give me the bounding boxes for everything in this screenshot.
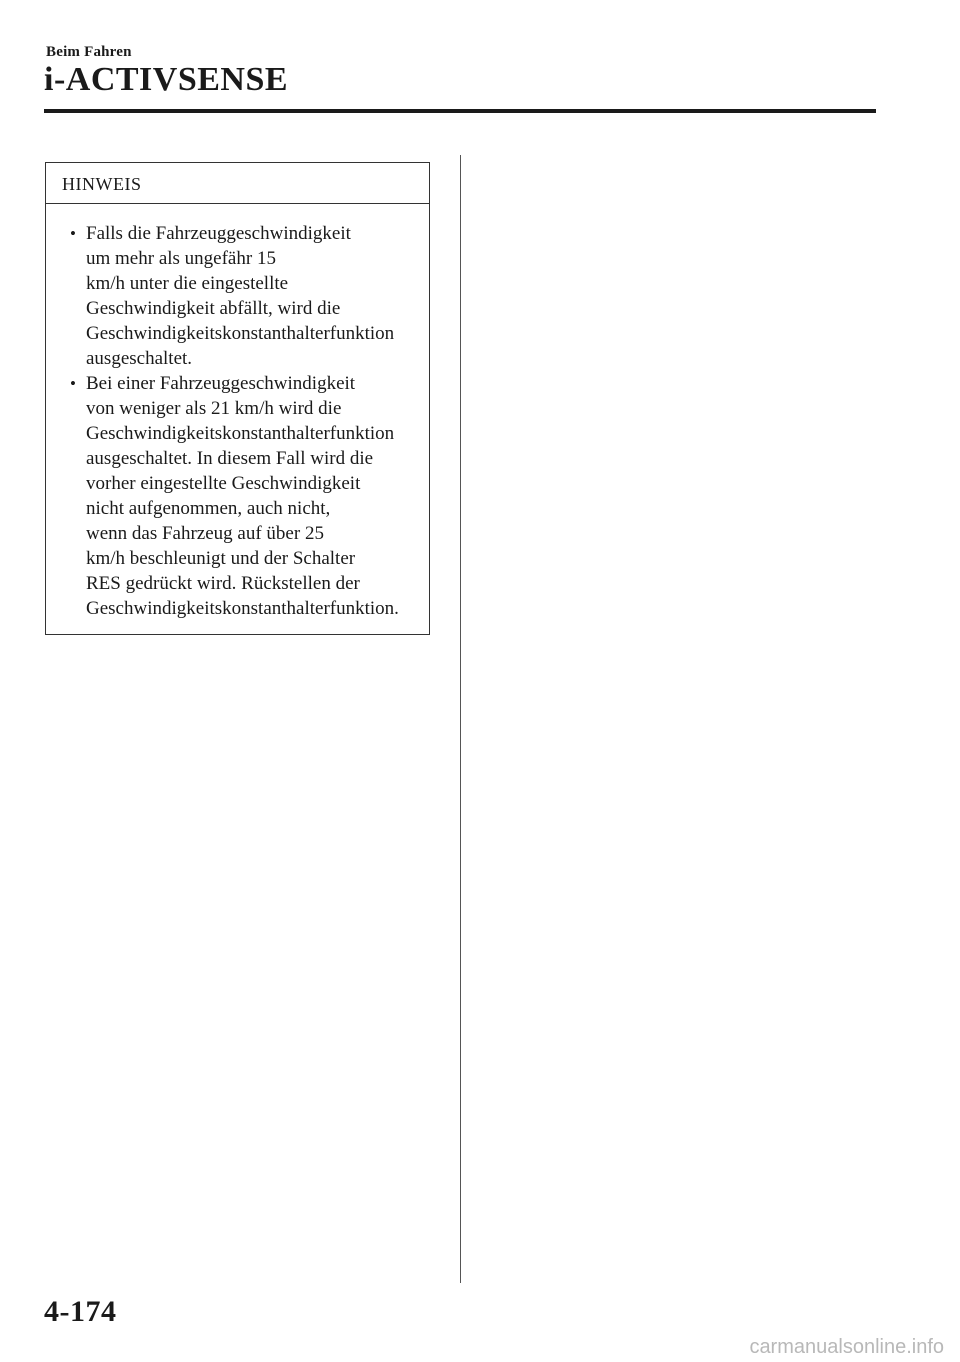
column-divider	[460, 155, 461, 1283]
chapter-title: i-ACTIVSENSE	[44, 61, 289, 98]
list-item-text: Bei einer Fahrzeuggeschwindigkeit von weniger als 21 km/h wird die Geschwindigkeitskonstanthalterfunktion ausgeschaltet. In diesem Fall wird die vorher eingestellte Geschwindigkeit nicht aufgenommen, auch nicht, wenn das Fahrzeug auf über 25 km/h beschleunigt und der Schalter RES gedrückt wird. Rückstellen der Geschwindigkeitskonstanthalterfunktion.	[86, 373, 399, 619]
list-item-text: Falls die Fahrzeuggeschwindigkeit um mehr als ungefähr 15 km/h unter die eingestellte Geschwindigkeit abfällt, wird die Geschwindigkeitskonstanthalterfunktion ausgeschaltet.	[86, 223, 395, 369]
header-rule	[44, 109, 876, 113]
list-item	[60, 371, 423, 621]
section-label: Beim Fahren	[46, 44, 132, 60]
watermark-text: carmanualsonline.info	[749, 1336, 944, 1358]
note-box	[45, 162, 430, 635]
bullet: •	[70, 224, 76, 243]
page-number: 4-174	[44, 1295, 117, 1328]
note-list	[46, 204, 429, 621]
list-item	[60, 221, 423, 371]
note-heading: HINWEIS	[46, 163, 429, 204]
bullet: •	[70, 374, 76, 393]
